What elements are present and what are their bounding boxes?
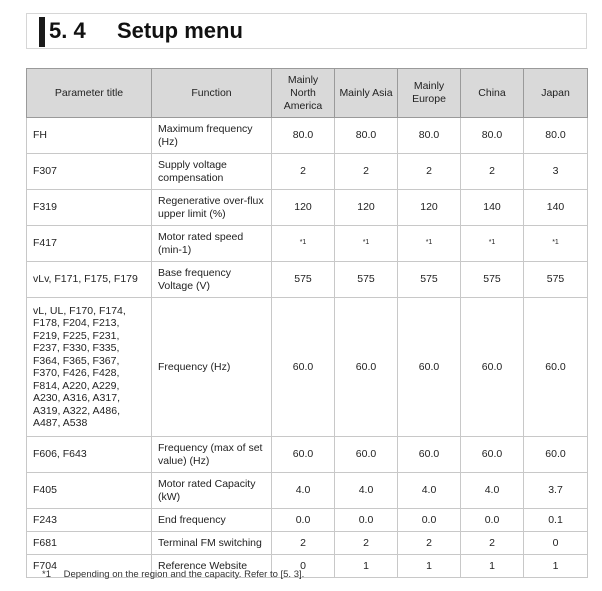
table-row (27, 226, 588, 262)
value-cell: 80.0 (398, 118, 461, 154)
value-cell: 2 (461, 532, 524, 555)
table-row (27, 437, 588, 473)
value-cell: 4.0 (398, 473, 461, 509)
value-cell: 60.0 (272, 437, 335, 473)
function-cell: Motor rated speed (min-1) (152, 226, 272, 262)
table-header-row (27, 69, 588, 118)
parameter-cell: vLv, F171, F175, F179 (27, 262, 152, 298)
value-cell: 0.0 (461, 509, 524, 532)
value-cell: 80.0 (272, 118, 335, 154)
value-cell: 120 (335, 190, 398, 226)
function-cell: Maximum frequency (Hz) (152, 118, 272, 154)
section-header-bar (39, 17, 45, 47)
value-cell: 3 (524, 154, 588, 190)
value-cell: 4.0 (461, 473, 524, 509)
footnote-ref: *1 (425, 239, 433, 247)
function-cell: Frequency (Hz) (152, 298, 272, 437)
value-cell: 575 (272, 262, 335, 298)
column-header-europe: Mainly Europe (398, 69, 461, 118)
value-cell: 2 (398, 154, 461, 190)
value-cell: 2 (335, 532, 398, 555)
value-cell: 2 (272, 154, 335, 190)
parameter-cell: F307 (27, 154, 152, 190)
parameter-cell: FH (27, 118, 152, 154)
value-cell: 2 (398, 532, 461, 555)
table-row (27, 473, 588, 509)
value-cell: 60.0 (398, 298, 461, 437)
value-cell: 1 (335, 555, 398, 578)
value-cell: 140 (524, 190, 588, 226)
value-cell: 140 (461, 190, 524, 226)
value-cell: 4.0 (272, 473, 335, 509)
value-cell: 575 (335, 262, 398, 298)
function-cell: End frequency (152, 509, 272, 532)
value-cell: 1 (398, 555, 461, 578)
value-cell: 2 (461, 154, 524, 190)
footnote-ref: *1 (552, 239, 559, 247)
column-header-north-america: Mainly North America (272, 69, 335, 118)
value-cell: 1 (524, 555, 588, 578)
value-cell: 60.0 (461, 298, 524, 437)
value-cell (524, 226, 588, 262)
setup-menu-table (26, 68, 588, 578)
value-cell: 60.0 (335, 298, 398, 437)
parameter-cell: F319 (27, 190, 152, 226)
value-cell: 4.0 (335, 473, 398, 509)
table-row (27, 509, 588, 532)
value-cell: 0.0 (335, 509, 398, 532)
value-cell: 0.0 (272, 509, 335, 532)
function-cell: Reference Website (152, 555, 272, 578)
footnote-ref: *1 (299, 239, 307, 247)
function-cell: Regenerative over-flux upper limit (%) (152, 190, 272, 226)
value-cell: 575 (398, 262, 461, 298)
value-cell: 575 (461, 262, 524, 298)
section-title: Setup menu (117, 18, 243, 43)
table-row (27, 298, 588, 437)
value-cell: 60.0 (335, 437, 398, 473)
value-cell (272, 226, 335, 262)
value-cell: 3.7 (524, 473, 588, 509)
value-cell: 575 (524, 262, 588, 298)
value-cell: 80.0 (524, 118, 588, 154)
parameter-cell: vL, UL, F170, F174, F178, F204, F213, F219, F225, F231, F237, F330, F335, F364, F365, F367, F370, F426, F428, F814, A220, A229, A230, A316, A317, A319, A322, A486, A487, A538 (27, 298, 152, 437)
value-cell: 0 (524, 532, 588, 555)
column-header-japan: Japan (524, 69, 588, 118)
function-cell: Frequency (max of set value) (Hz) (152, 437, 272, 473)
function-cell: Base frequency Voltage (V) (152, 262, 272, 298)
section-header (26, 13, 587, 49)
table-row (27, 118, 588, 154)
parameter-cell: F681 (27, 532, 152, 555)
value-cell: 0.1 (524, 509, 588, 532)
value-cell: 60.0 (272, 298, 335, 437)
value-cell: 1 (461, 555, 524, 578)
column-header-china: China (461, 69, 524, 118)
function-cell: Motor rated Capacity (kW) (152, 473, 272, 509)
footnote-mark: *1 (42, 569, 51, 580)
value-cell (461, 226, 524, 262)
value-cell: 120 (272, 190, 335, 226)
parameter-cell: F417 (27, 226, 152, 262)
parameter-cell: F606, F643 (27, 437, 152, 473)
value-cell: 80.0 (335, 118, 398, 154)
footnote-text: Depending on the region and the capacity. Refer to [5. 3]. (63, 569, 305, 580)
footnote-ref: *1 (362, 239, 370, 247)
table-row (27, 262, 588, 298)
value-cell: 60.0 (524, 437, 588, 473)
value-cell (398, 226, 461, 262)
table-row (27, 154, 588, 190)
function-cell: Terminal FM switching (152, 532, 272, 555)
value-cell: 60.0 (524, 298, 588, 437)
function-cell: Supply voltage compensation (152, 154, 272, 190)
parameter-cell: F243 (27, 509, 152, 532)
value-cell: 60.0 (398, 437, 461, 473)
value-cell: 60.0 (461, 437, 524, 473)
table-row (27, 190, 588, 226)
value-cell (335, 226, 398, 262)
value-cell: 2 (272, 532, 335, 555)
parameter-cell: F405 (27, 473, 152, 509)
value-cell: 0.0 (398, 509, 461, 532)
value-cell: 2 (335, 154, 398, 190)
footnote (42, 569, 304, 580)
section-number: 5. 4 (49, 18, 86, 43)
parameter-cell: F704 (27, 555, 152, 578)
column-header-function: Function (152, 69, 272, 118)
footnote-ref: *1 (488, 239, 496, 247)
column-header-parameter: Parameter title (27, 69, 152, 118)
value-cell: 120 (398, 190, 461, 226)
table-row (27, 532, 588, 555)
column-header-asia: Mainly Asia (335, 69, 398, 118)
value-cell: 80.0 (461, 118, 524, 154)
value-cell: 0 (272, 555, 335, 578)
